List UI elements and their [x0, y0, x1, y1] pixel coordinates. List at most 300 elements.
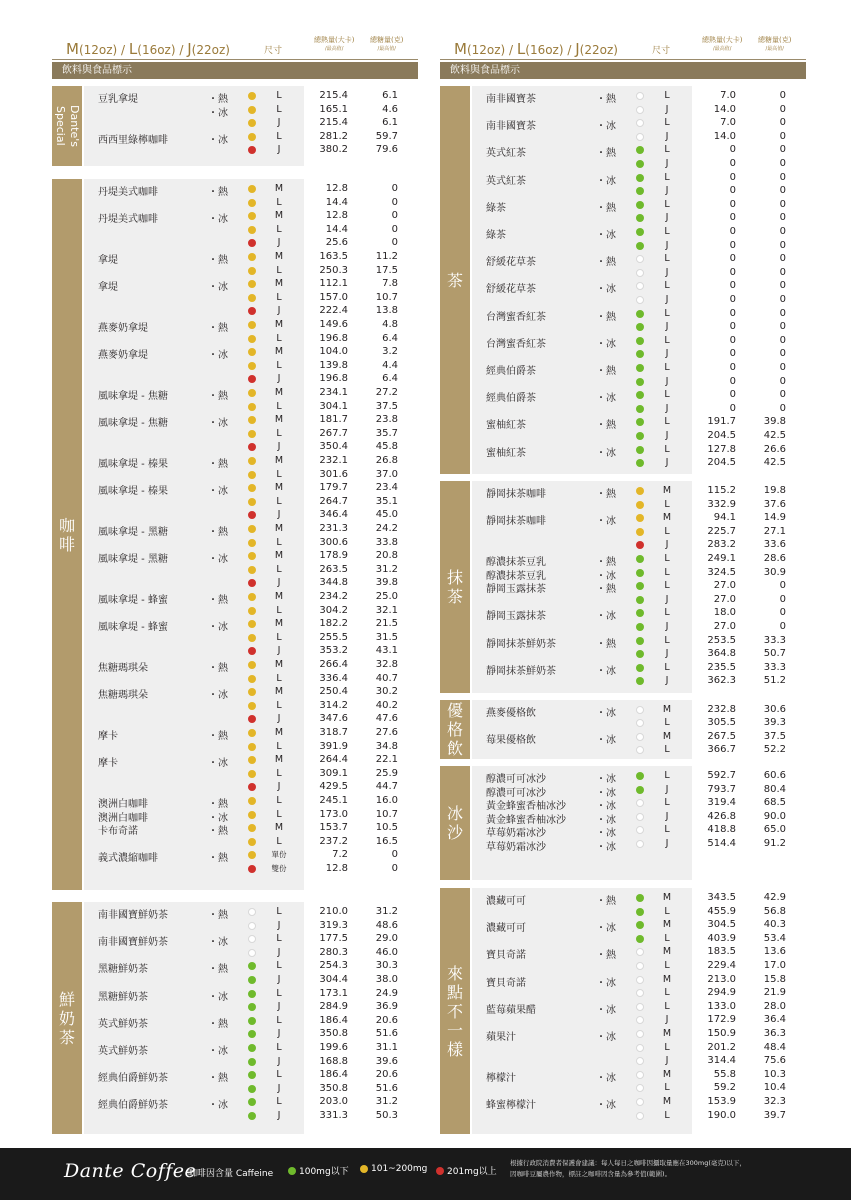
calories-value: 14.4 [325, 223, 348, 235]
size-legend: M(12oz) / L(16oz) / J(22oz) [66, 40, 230, 58]
sugar-value: 36.4 [763, 1014, 786, 1026]
calories-value: 305.5 [707, 717, 736, 729]
calories-value: 127.8 [707, 443, 736, 455]
caffeine-level-icon [248, 922, 256, 930]
size-label: 雙份 [271, 864, 287, 873]
item-name: 濃藏可可 [486, 923, 526, 935]
item-name: 黑糖鮮奶茶 [98, 964, 148, 976]
sugar-value: 0 [779, 158, 786, 169]
caffeine-level-icon [248, 498, 256, 506]
caffeine-level-icon [248, 607, 256, 615]
temperature: ・冰 [208, 214, 228, 226]
temperature: ・冰 [208, 690, 228, 702]
sugar-value: 47.6 [375, 713, 398, 725]
size-label: L [664, 932, 670, 944]
sugar-value: 0 [779, 130, 786, 142]
size-label: L [664, 566, 670, 578]
temperature: ・熱 [208, 910, 228, 921]
sugar-value: 39.3 [763, 717, 786, 729]
item-name: 黑糖鮮奶茶 [98, 991, 148, 1003]
calories-value: 301.6 [319, 468, 348, 480]
temperature: ・熱 [596, 420, 616, 432]
sugar-header: 總糖量(克) /最高值/ [370, 36, 404, 52]
temperature: ・冰 [596, 665, 616, 677]
calories-value: 0 [729, 307, 736, 319]
item-name: 丹堤美式咖啡 [98, 214, 158, 226]
size-label: L [664, 307, 670, 319]
sugar-value: 21.5 [375, 618, 398, 630]
temperature: ・熱 [596, 950, 616, 962]
size-label: M [274, 278, 284, 290]
calories-value: 210.0 [319, 906, 348, 917]
item-name: 醇濃可可冰沙 [486, 787, 546, 799]
sugar-value: 0 [779, 348, 786, 360]
item-name: 風味拿堤 - 焦糖 [98, 391, 168, 402]
sugar-value: 80.4 [763, 783, 786, 795]
size-label: M [662, 892, 672, 903]
calories-value: 203.0 [319, 1096, 348, 1108]
sugar-value: 23.8 [375, 414, 398, 426]
size-label: J [665, 457, 669, 469]
size-label: L [664, 770, 670, 781]
calories-value: 336.4 [319, 672, 348, 684]
calories-value: 0 [729, 334, 736, 346]
temperature: ・熱 [596, 311, 616, 323]
size-label: M [274, 686, 284, 698]
caffeine-level-icon [636, 555, 644, 563]
calories-value: 0 [729, 185, 736, 197]
sugar-value: 36.3 [763, 1028, 786, 1039]
caffeine-level-icon [248, 743, 256, 751]
size-label: L [276, 740, 282, 752]
temperature: ・熱 [596, 584, 616, 596]
caffeine-level-icon [248, 770, 256, 778]
calories-value: 0 [729, 280, 736, 292]
caffeine-level-icon [636, 840, 644, 848]
calories-value: 139.8 [319, 359, 348, 371]
calories-value: 0 [729, 362, 736, 373]
caffeine-legend-label: 咖啡因含量 Caffeine [188, 1169, 274, 1179]
caffeine-level-icon [248, 1112, 256, 1120]
item-name: 風味拿堤 - 榛果 [98, 459, 168, 470]
item-name: 舒緩花草茶 [486, 284, 536, 296]
sugar-value: 20.6 [375, 1014, 398, 1026]
size-label: L [664, 1041, 670, 1053]
sugar-value: 65.0 [763, 824, 786, 836]
size-label: L [664, 987, 670, 999]
item-name: 台灣蜜香紅茶 [486, 311, 546, 323]
temperature: ・熱 [596, 94, 616, 105]
calories-value: 153.7 [319, 822, 348, 834]
calories-value: 0 [729, 212, 736, 224]
calories-value: 27.0 [713, 580, 736, 592]
size-label: L [276, 332, 282, 344]
caffeine-level-icon [636, 908, 644, 916]
size-label: L [276, 631, 282, 643]
calories-value: 234.2 [319, 591, 348, 602]
calories-value: 179.7 [319, 482, 348, 494]
size-label: M [662, 1028, 672, 1039]
caffeine-level-icon [248, 92, 256, 100]
sugar-value: 6.1 [382, 117, 398, 129]
item-name: 拿堤 [98, 255, 118, 266]
temperature: ・熱 [208, 853, 228, 865]
temperature: ・熱 [208, 826, 228, 838]
item-name: 醇濃可可冰沙 [486, 774, 546, 785]
sugar-value: 17.5 [375, 264, 398, 276]
calories-value: 514.4 [707, 838, 736, 849]
temperature: ・熱 [208, 731, 228, 742]
calories-value: 181.7 [319, 414, 348, 426]
item-name: 風味拿堤 - 黑糖 [98, 527, 168, 538]
calories-value: 183.5 [707, 946, 736, 958]
caffeine-level-icon [636, 133, 644, 141]
size-label: L [276, 987, 282, 999]
calories-value: 213.0 [707, 973, 736, 985]
temperature: ・冰 [596, 338, 616, 350]
item-name: 風味拿堤 - 蜂蜜 [98, 595, 168, 606]
size-label: J [277, 1082, 281, 1094]
calories-value: 215.4 [319, 90, 348, 101]
footer-note: 根據行政院消費者保護會建議：每人每日之咖啡因攝取量應在300mg(毫克)以下， 因咖啡豆屬農作物，標註之咖啡因含量為參考值(範圍)。 [510, 1159, 746, 1178]
item-name: 檸檬汁 [486, 1072, 516, 1084]
caffeine-level-icon [248, 990, 256, 998]
sugar-value: 0 [779, 307, 786, 319]
size-label: M [274, 414, 284, 426]
sugar-value: 39.8 [763, 416, 786, 428]
high-caffeine-icon [436, 1167, 444, 1175]
item-name: 蜜柚紅茶 [486, 447, 526, 459]
calories-value: 250.4 [319, 686, 348, 698]
sugar-value: 13.6 [763, 946, 786, 958]
sugar-value: 10.3 [763, 1068, 786, 1080]
item-name: 寶貝奇諾 [486, 950, 526, 962]
calories-value: 266.4 [319, 659, 348, 670]
sugar-value: 14.9 [763, 512, 786, 524]
calories-value: 0 [729, 239, 736, 251]
section [440, 481, 806, 693]
sugar-value: 25.9 [375, 767, 398, 779]
size-label: M [274, 550, 284, 562]
size-label: J [665, 783, 669, 795]
size-label: L [276, 130, 282, 142]
calories-value: 391.9 [319, 740, 348, 752]
temperature: ・熱 [596, 557, 616, 568]
sugar-value: 51.6 [375, 1082, 398, 1094]
item-name: 舒緩花草茶 [486, 257, 536, 269]
sugar-value: 59.7 [375, 130, 398, 142]
temperature: ・冰 [596, 787, 616, 799]
sugar-value: 7.8 [382, 278, 398, 290]
item-name: 澳洲白咖啡 [98, 812, 148, 824]
sugar-value: 40.3 [763, 919, 786, 931]
calories-value: 7.0 [720, 90, 736, 101]
calories-value: 362.3 [707, 675, 736, 687]
calories-value: 304.1 [319, 400, 348, 412]
calories-value: 172.9 [707, 1014, 736, 1026]
size-label: L [664, 226, 670, 237]
sugar-value: 25.0 [375, 591, 398, 602]
category-label: 抹茶 [440, 481, 470, 693]
sugar-value: 0 [779, 621, 786, 632]
temperature: ・冰 [208, 486, 228, 498]
temperature: ・冰 [208, 1046, 228, 1057]
caffeine-level-icon [636, 364, 644, 372]
calories-value: 350.8 [319, 1028, 348, 1040]
size-label: 單份 [271, 850, 287, 860]
caffeine-level-icon [248, 362, 256, 370]
size-label: L [664, 717, 670, 729]
calories-value: 0 [729, 348, 736, 360]
size-label: L [276, 604, 282, 616]
item-name: 摩卡 [98, 731, 118, 742]
caffeine-level-icon [636, 772, 644, 780]
sugar-value: 10.7 [375, 808, 398, 820]
sugar-value: 52.2 [763, 743, 786, 755]
size-label: L [664, 1000, 670, 1012]
calories-value: 0 [729, 402, 736, 414]
sugar-value: 0 [391, 210, 398, 222]
calories-value: 178.9 [319, 550, 348, 562]
calories-value: 0 [729, 389, 736, 401]
item-name: 義式濃縮咖啡 [98, 853, 158, 865]
temperature: ・冰 [208, 107, 228, 119]
sugar-value: 40.7 [375, 672, 398, 684]
legend-low: 100mg以下 [288, 1164, 349, 1177]
calories-value: 150.9 [707, 1028, 736, 1039]
sugar-value: 29.0 [375, 933, 398, 945]
calories-value: 204.5 [707, 457, 736, 469]
size-label: J [277, 713, 281, 725]
size-label: M [274, 319, 284, 330]
size-label: L [276, 960, 282, 972]
calories-value: 231.3 [319, 523, 348, 534]
size-label: L [664, 334, 670, 346]
calories-header: 總熱量(大卡) /最高值/ [314, 36, 355, 52]
temperature: ・冰 [208, 937, 228, 949]
size-label: J [277, 1001, 281, 1013]
calories-value: 344.8 [319, 577, 348, 589]
calories-value: 403.9 [707, 932, 736, 944]
size-label: M [274, 251, 284, 262]
size-label: M [662, 973, 672, 985]
sugar-value: 6.4 [382, 332, 398, 344]
caffeine-level-icon [636, 228, 644, 236]
size-label: J [277, 305, 281, 317]
size-label: J [277, 509, 281, 521]
temperature: ・冰 [596, 230, 616, 241]
item-name: 南非國寶鮮奶茶 [98, 937, 168, 949]
caffeine-level-icon [248, 908, 256, 916]
size-label: L [276, 359, 282, 371]
size-label: M [662, 1068, 672, 1080]
size-label: L [664, 253, 670, 265]
temperature: ・冰 [596, 1032, 616, 1043]
size-label: J [665, 321, 669, 333]
size-label: J [277, 1110, 281, 1121]
calories-value: 418.8 [707, 824, 736, 836]
calories-value: 232.1 [319, 455, 348, 466]
calories-value: 104.0 [319, 346, 348, 358]
item-name: 靜岡玉露抹茶 [486, 584, 546, 596]
temperature: ・熱 [208, 663, 228, 674]
caffeine-level-icon [248, 226, 256, 234]
calories-value: 133.0 [707, 1000, 736, 1012]
caffeine-level-icon [248, 199, 256, 207]
caffeine-level-icon [248, 539, 256, 547]
size-label: M [274, 822, 284, 834]
size-label: J [665, 838, 669, 849]
calories-value: 7.0 [720, 117, 736, 129]
sugar-value: 23.4 [375, 482, 398, 494]
item-name: 綠茶 [486, 202, 506, 214]
size-label: L [664, 280, 670, 292]
size-label: L [276, 906, 282, 917]
size-label: M [662, 1096, 672, 1107]
calories-value: 186.4 [319, 1069, 348, 1081]
item-name: 莓果優格飲 [486, 734, 536, 746]
size-label: L [276, 835, 282, 847]
temperature: ・冰 [596, 708, 616, 719]
calories-value: 319.3 [319, 919, 348, 931]
size-label: J [277, 117, 281, 129]
calories-value: 250.3 [319, 264, 348, 276]
sugar-value: 10.7 [375, 291, 398, 303]
low-caffeine-icon [288, 1167, 296, 1175]
size-label: L [664, 661, 670, 673]
calories-value: 300.6 [319, 536, 348, 548]
calories-value: 237.2 [319, 835, 348, 847]
size-label: M [662, 946, 672, 958]
sugar-value: 0 [779, 280, 786, 292]
size-label: J [665, 375, 669, 387]
sugar-value: 48.6 [375, 919, 398, 931]
caffeine-level-icon [248, 133, 256, 141]
caffeine-level-icon [636, 160, 644, 168]
size-label: L [276, 1096, 282, 1108]
sugar-value: 16.5 [375, 835, 398, 847]
item-name: 焦糖瑪琪朵 [98, 663, 148, 674]
temperature: ・冰 [208, 554, 228, 566]
size-legend: M(12oz) / L(16oz) / J(22oz) [454, 40, 618, 58]
sugar-value: 0 [779, 212, 786, 224]
sugar-value: 35.7 [375, 427, 398, 439]
caffeine-level-icon [636, 596, 644, 604]
size-label: L [276, 767, 282, 779]
sugar-header: 總糖量(克) /最高值/ [758, 36, 792, 52]
size-label: L [664, 90, 670, 101]
calories-value: 332.9 [707, 498, 736, 510]
calories-value: 0 [729, 158, 736, 169]
sugar-value: 56.8 [763, 905, 786, 917]
size-label: J [277, 577, 281, 589]
sugar-value: 13.8 [375, 305, 398, 317]
item-name: 經典伯爵鮮奶茶 [98, 1100, 168, 1112]
calories-value: 314.4 [707, 1055, 736, 1067]
temperature: ・冰 [596, 516, 616, 528]
calories-value: 314.2 [319, 699, 348, 711]
temperature: ・熱 [208, 1018, 228, 1030]
size-label: J [665, 1014, 669, 1026]
sugar-value: 0 [779, 402, 786, 414]
calories-value: 149.6 [319, 319, 348, 330]
calories-value: 190.0 [707, 1109, 736, 1121]
caffeine-level-icon [248, 457, 256, 465]
caffeine-level-icon [636, 733, 644, 741]
sugar-value: 27.6 [375, 727, 398, 738]
item-name: 卡布奇諾 [98, 826, 138, 838]
sugar-value: 0 [779, 389, 786, 401]
calories-header: 總熱量(大卡) /最高值/ [702, 36, 743, 52]
caffeine-level-icon [248, 1017, 256, 1025]
item-name: 台灣蜜香紅茶 [486, 338, 546, 350]
sugar-value: 16.0 [375, 795, 398, 806]
temperature: ・熱 [596, 202, 616, 214]
calories-value: 280.3 [319, 946, 348, 958]
sugar-value: 42.5 [763, 430, 786, 441]
sugar-value: 19.8 [763, 485, 786, 496]
temperature: ・熱 [596, 489, 616, 500]
size-label: L [276, 264, 282, 276]
sugar-value: 0 [779, 239, 786, 251]
calories-value: 186.4 [319, 1014, 348, 1026]
calories-value: 232.8 [707, 704, 736, 715]
calories-value: 14.4 [325, 196, 348, 208]
sugar-value: 26.8 [375, 455, 398, 466]
size-label: M [274, 659, 284, 670]
calories-value: 0 [729, 144, 736, 156]
caffeine-level-icon [248, 253, 256, 261]
size-label: L [276, 672, 282, 684]
size-label: J [665, 294, 669, 305]
caffeine-level-icon [636, 269, 644, 277]
size-label: J [665, 266, 669, 278]
calories-value: 153.9 [707, 1096, 736, 1107]
temperature: ・冰 [596, 393, 616, 405]
mid-caffeine-icon [360, 1165, 368, 1173]
section [440, 888, 806, 1134]
calories-value: 201.2 [707, 1041, 736, 1053]
size-label: J [277, 781, 281, 793]
caffeine-level-icon [636, 894, 644, 902]
sugar-value: 0 [779, 580, 786, 592]
sugar-value: 51.2 [763, 675, 786, 687]
sugar-value: 37.0 [375, 468, 398, 480]
caffeine-level-icon [248, 566, 256, 574]
sugar-value: 0 [779, 334, 786, 346]
item-name: 寶貝奇諾 [486, 977, 526, 989]
size-label: J [665, 103, 669, 115]
size-label: L [664, 553, 670, 564]
section [440, 86, 806, 474]
size-label: M [662, 704, 672, 715]
sugar-value: 0 [391, 863, 398, 874]
sugar-value: 0 [779, 607, 786, 619]
size-label: J [665, 621, 669, 632]
size-label: M [274, 482, 284, 494]
calories-value: 264.4 [319, 754, 348, 766]
size-label: M [662, 512, 672, 524]
sugar-value: 4.8 [382, 319, 398, 330]
sugar-value: 26.6 [763, 443, 786, 455]
sugar-value: 31.5 [375, 631, 398, 643]
calories-value: 12.8 [325, 863, 348, 874]
item-name: 靜岡抹茶咖啡 [486, 516, 546, 528]
caffeine-level-icon [248, 797, 256, 805]
caffeine-level-icon [248, 949, 256, 957]
item-name: 蘋果汁 [486, 1032, 516, 1043]
size-header: 尺寸 [652, 46, 671, 56]
